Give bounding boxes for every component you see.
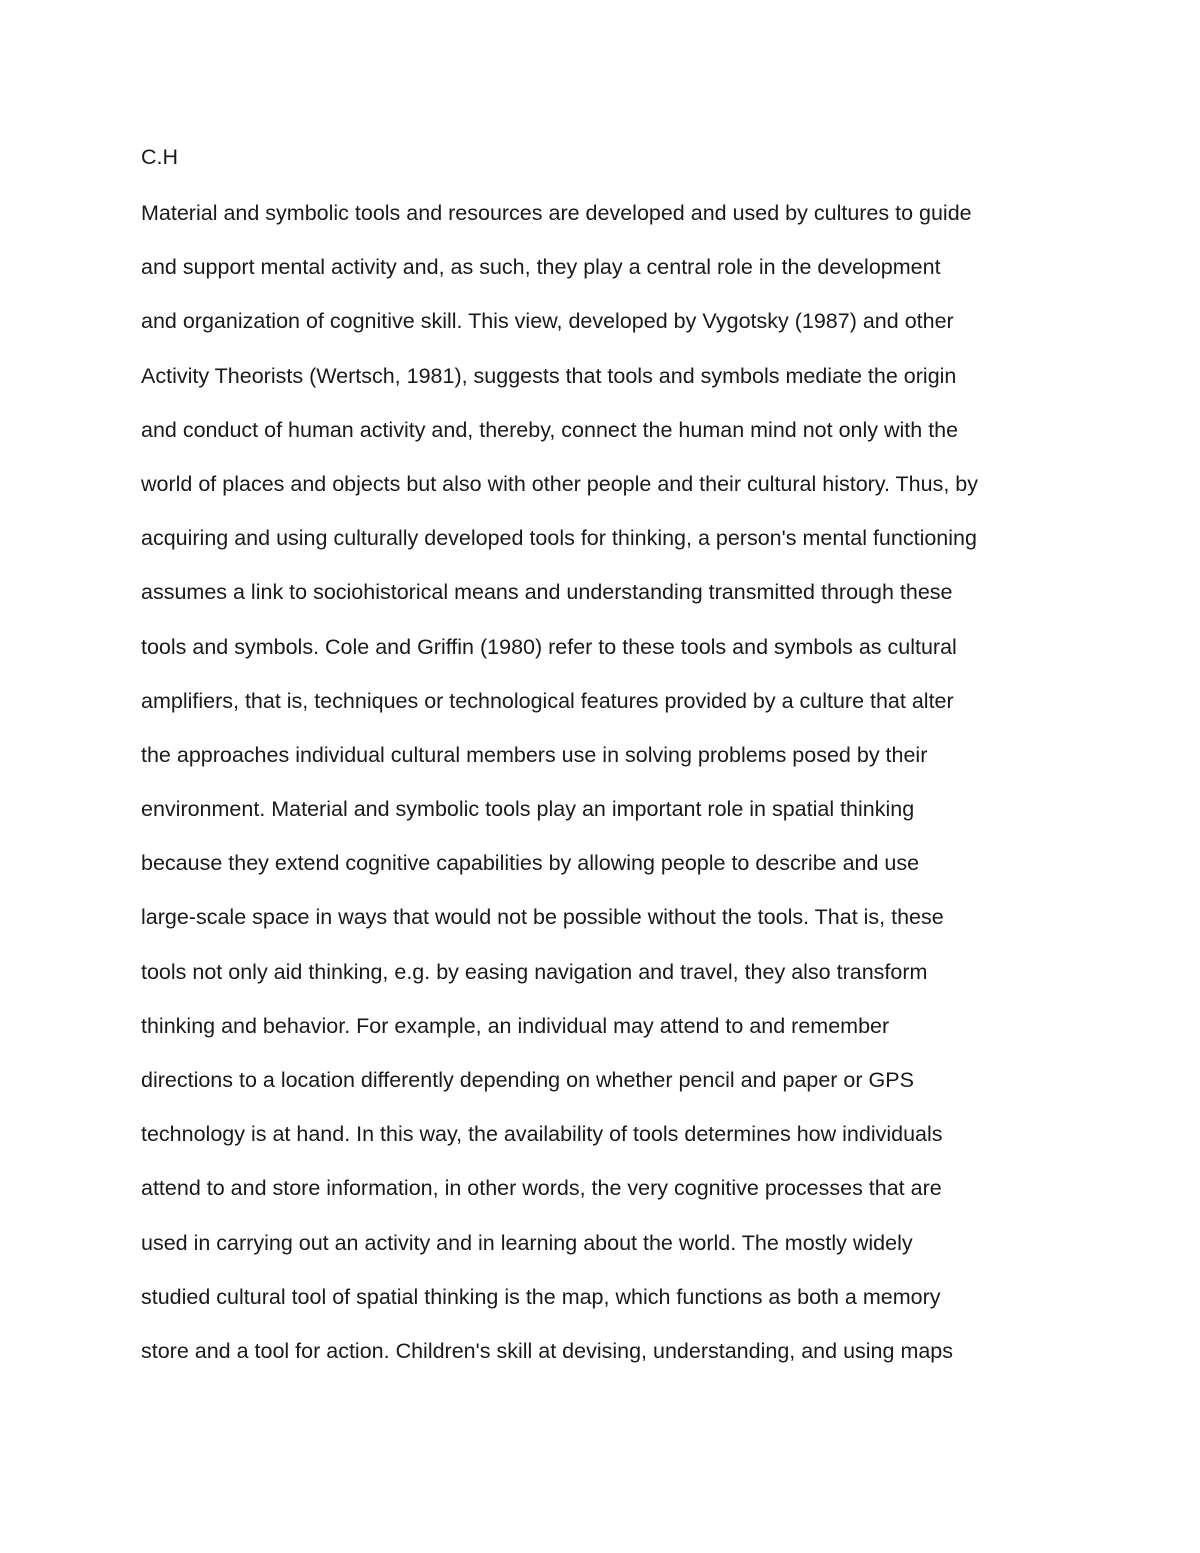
- text-line: attend to and store information, in other words, the very cognitive processes that are: [141, 1176, 942, 1201]
- body-paragraph: [141, 198, 1101, 1390]
- text-line: studied cultural tool of spatial thinking is the map, which functions as both a memory: [141, 1284, 941, 1309]
- author-initials: C.H: [141, 145, 179, 169]
- text-line: and support mental activity and, as such, they play a central role in the development: [141, 255, 941, 280]
- text-line: acquiring and using culturally developed tools for thinking, a person's mental functioning: [141, 526, 977, 551]
- text-line: Activity Theorists (Wertsch, 1981), suggests that tools and symbols mediate the origin: [141, 363, 957, 388]
- text-line: Material and symbolic tools and resources are developed and used by cultures to guide: [141, 201, 972, 225]
- text-line: used in carrying out an activity and in learning about the world. The mostly widely: [141, 1230, 913, 1255]
- text-line: because they extend cognitive capabilities by allowing people to describe and use: [141, 851, 920, 876]
- text-line: assumes a link to sociohistorical means and understanding transmitted through these: [141, 580, 953, 605]
- text-line: tools not only aid thinking, e.g. by easing navigation and travel, they also transform: [141, 959, 928, 984]
- text-line: store and a tool for action. Children's skill at devising, understanding, and using maps: [141, 1338, 954, 1363]
- text-line: tools and symbols. Cole and Griffin (1980) refer to these tools and symbols as cultural: [141, 634, 957, 659]
- text-line: the approaches individual cultural members use in solving problems posed by their: [141, 742, 928, 767]
- text-line: and conduct of human activity and, thereby, connect the human mind not only with the: [141, 417, 959, 442]
- text-line: technology is at hand. In this way, the availability of tools determines how individuals: [141, 1122, 943, 1147]
- text-line: world of places and objects but also with other people and their cultural history. Thus, by: [141, 471, 978, 496]
- text-line: amplifiers, that is, techniques or technological features provided by a culture that alter: [141, 688, 954, 713]
- text-line: large-scale space in ways that would not be possible without the tools. That is, these: [141, 905, 944, 930]
- text-line: thinking and behavior. For example, an individual may attend to and remember: [141, 1013, 890, 1038]
- text-line: environment. Material and symbolic tools play an important role in spatial thinking: [141, 797, 915, 822]
- text-line: and organization of cognitive skill. This view, developed by Vygotsky (1987) and other: [141, 309, 954, 334]
- text-line: directions to a location differently depending on whether pencil and paper or GPS: [141, 1068, 914, 1092]
